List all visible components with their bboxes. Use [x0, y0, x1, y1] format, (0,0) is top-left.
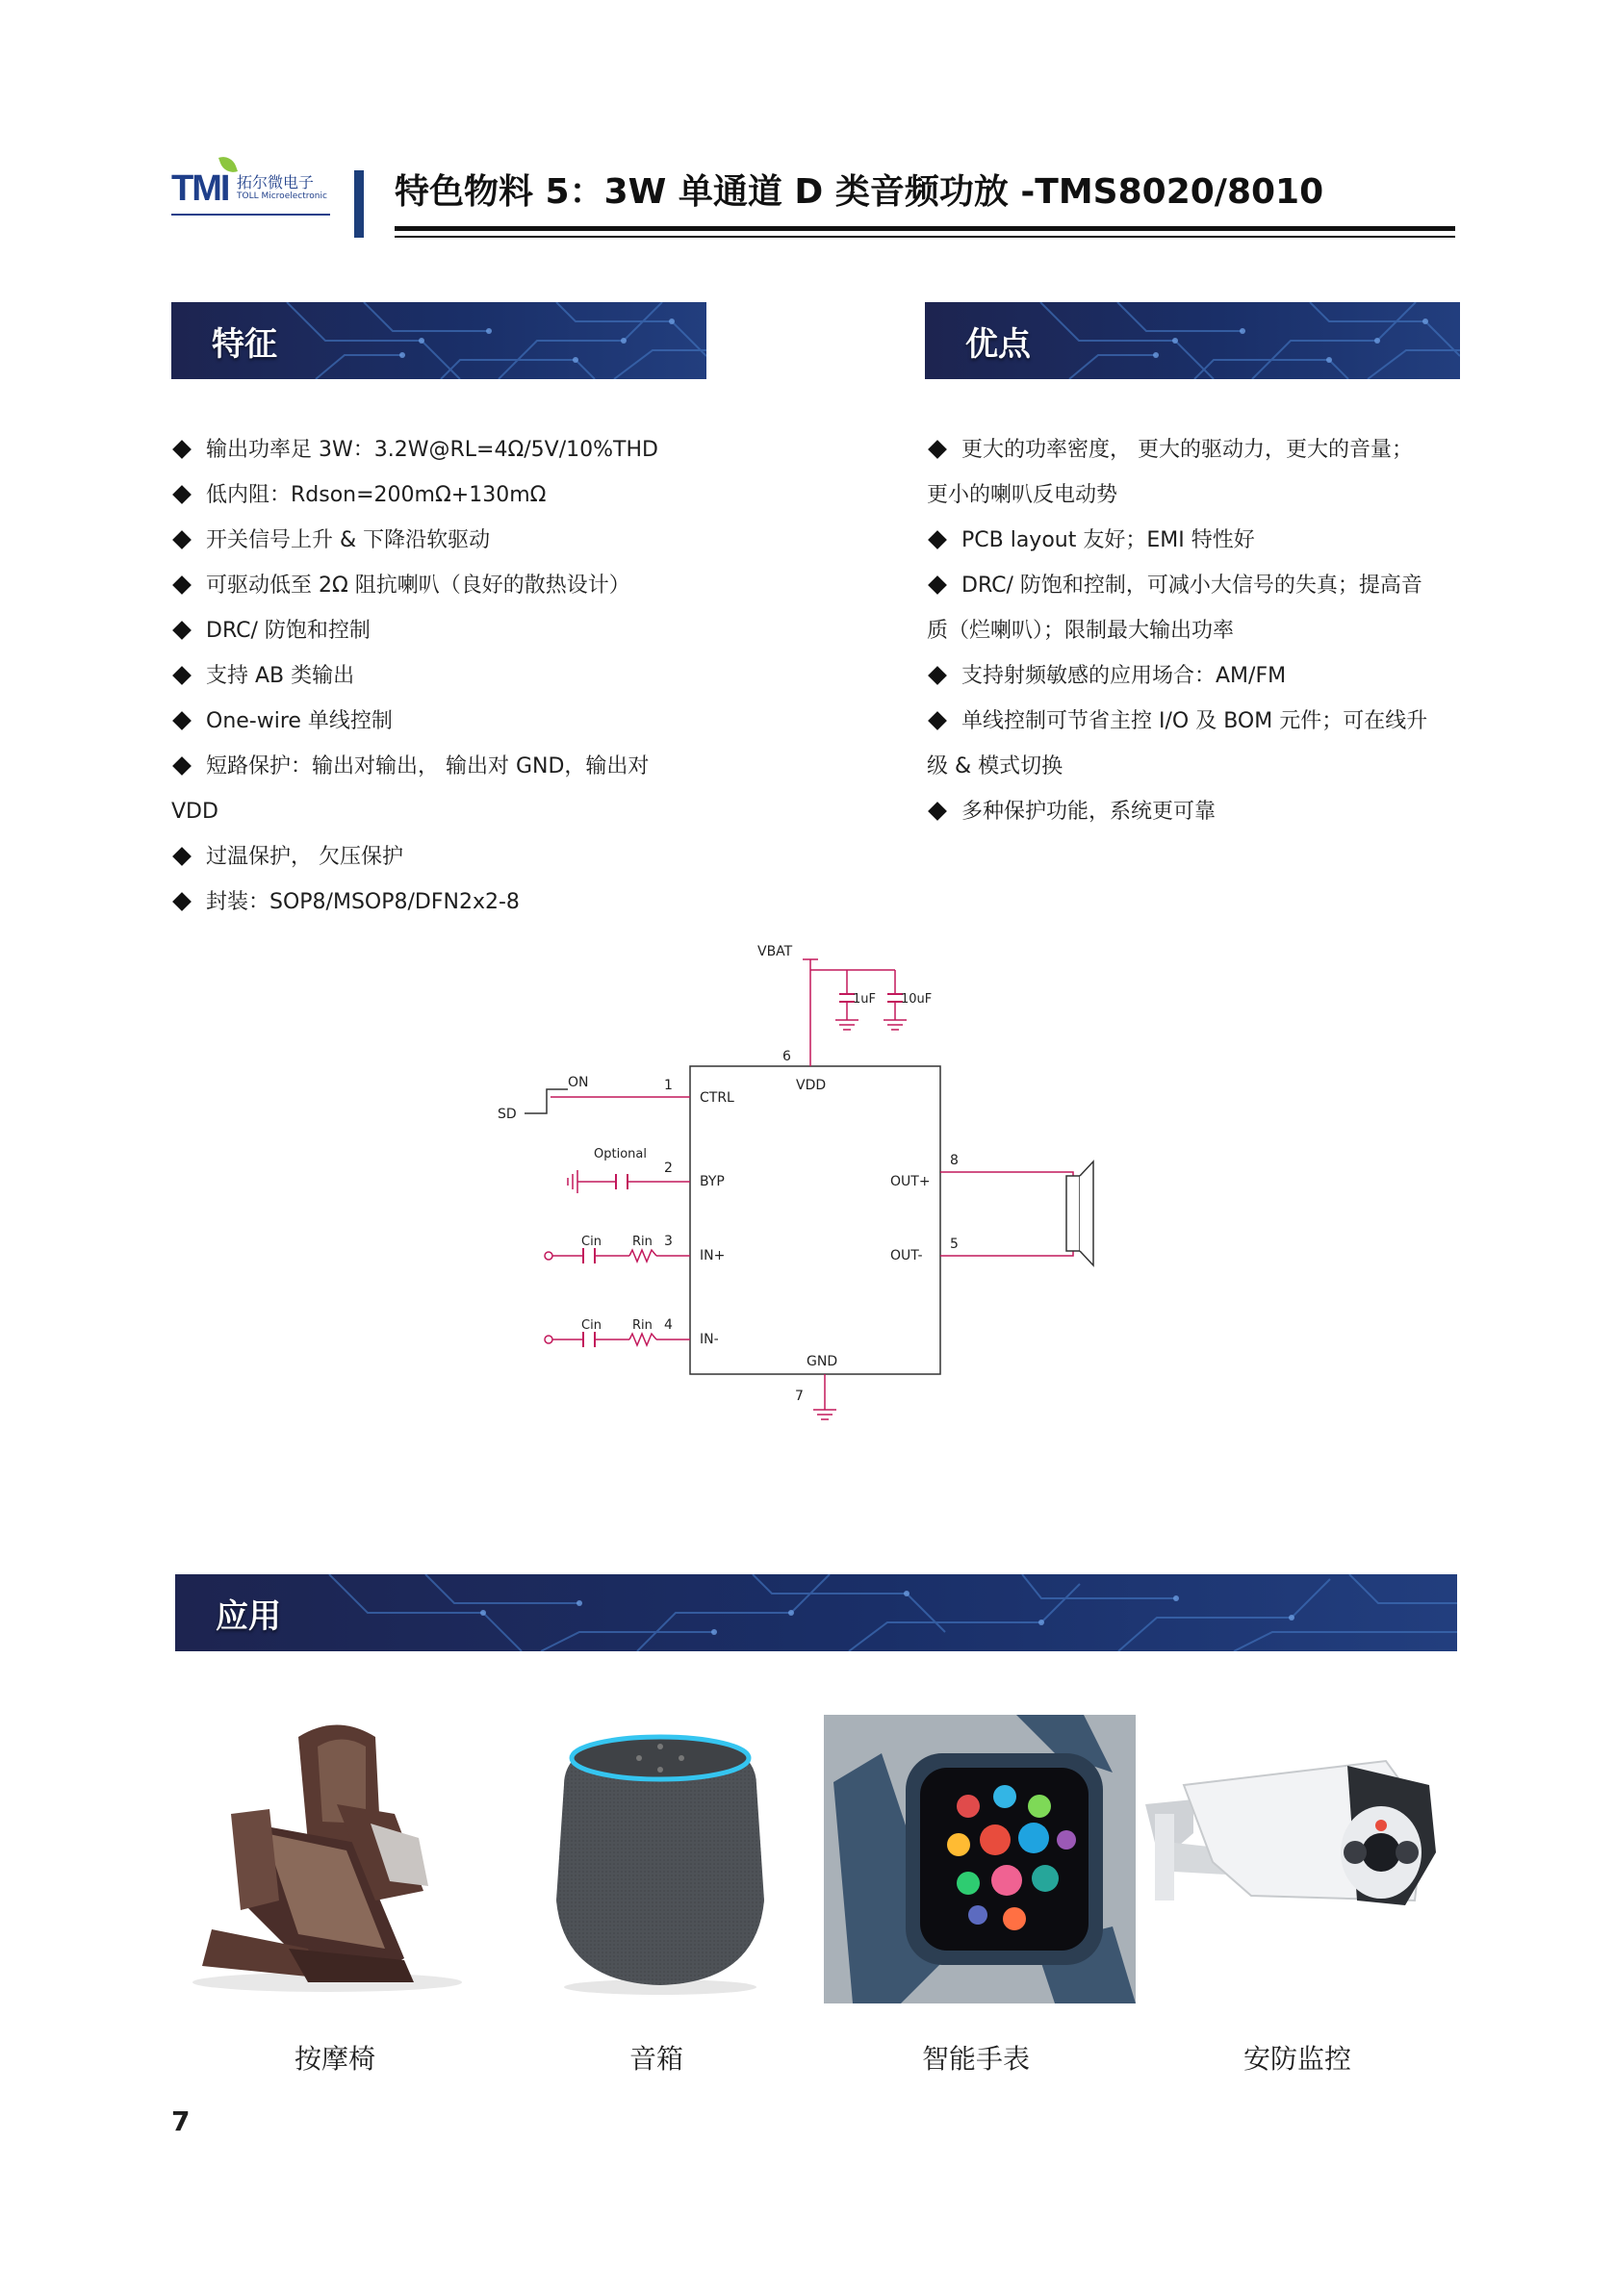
application-label: 按摩椅 — [294, 2043, 375, 2075]
list-item — [927, 518, 1466, 563]
feature-text: 低内阻：Rdson=200mΩ+130mΩ — [206, 483, 547, 507]
on-label: ON — [568, 1075, 589, 1090]
diamond-bullet-icon — [172, 575, 192, 595]
pin6-number: 6 — [782, 1049, 791, 1064]
advantage-text: 支持射频敏感的应用场合：AM/FM — [961, 664, 1287, 688]
feature-continuation: VDD — [171, 800, 218, 824]
feature-text: 短路保护：输出对输出， 输出对 GND，输出对 — [206, 754, 650, 778]
bypass-capacitor — [616, 1174, 628, 1189]
optional-label: Optional — [594, 1147, 647, 1161]
application-label: 智能手表 — [921, 2043, 1030, 2075]
advantages-banner — [925, 302, 1460, 379]
feature-text: 开关信号上升 & 下降沿软驱动 — [206, 528, 491, 552]
pin-ctrl-label: CTRL — [700, 1090, 734, 1106]
title-accent-bar — [354, 170, 364, 238]
features-heading: 特征 — [212, 325, 277, 364]
applications-banner — [175, 1574, 1457, 1651]
pin-outp-label: OUT+ — [890, 1174, 931, 1189]
feature-text: 过温保护， 欠压保护 — [206, 845, 403, 869]
chip-body — [690, 1066, 940, 1374]
applications-heading: 应用 — [216, 1597, 281, 1636]
list-item — [171, 834, 710, 880]
logo-english-name: TOLL Microelectronic — [237, 191, 327, 201]
advantage-text: PCB layout 友好；EMI 特性好 — [961, 528, 1255, 552]
pin2-number: 2 — [664, 1161, 673, 1176]
input-terminals — [545, 1252, 552, 1343]
features-banner — [171, 302, 706, 379]
logo-chinese-name: 拓尔微电子 — [237, 173, 315, 191]
supply-label: VBAT — [757, 944, 793, 959]
advantage-continuation: 更小的喇叭反电动势 — [927, 483, 1118, 507]
list-item — [171, 699, 710, 744]
diamond-bullet-icon — [928, 530, 947, 549]
speaker-icon — [1066, 1161, 1093, 1265]
pin-inp-label: IN+ — [700, 1248, 726, 1263]
circuit-pattern-icon — [175, 1574, 1457, 1651]
sd-switch — [525, 1089, 568, 1113]
list-item — [171, 880, 710, 925]
advantage-text: 多种保护功能，系统更可靠 — [961, 800, 1217, 824]
pin1-number: 1 — [664, 1078, 673, 1093]
circuit-wires — [551, 959, 1073, 1410]
list-item — [171, 653, 710, 699]
page-title: 特色物料 5：3W 单通道 D 类音频功放 -TMS8020/8010 — [395, 172, 1324, 212]
feature-text: 支持 AB 类输出 — [206, 664, 355, 688]
pin4-number: 4 — [664, 1317, 673, 1333]
pin-outn-label: OUT- — [890, 1248, 923, 1263]
ground-symbols — [568, 1020, 907, 1419]
pin5-number: 5 — [950, 1237, 959, 1252]
advantages-list — [927, 427, 1466, 834]
list-item — [927, 699, 1466, 744]
pin8-number: 8 — [950, 1153, 959, 1168]
cap2-label: 10uF — [901, 992, 933, 1007]
advantage-text: 单线控制可节省主控 I/O 及 BOM 元件；可在线升 — [961, 709, 1428, 733]
list-item — [171, 563, 710, 608]
list-item — [927, 653, 1466, 699]
list-item — [171, 427, 710, 472]
feature-text: 输出功率足 3W：3.2W@RL=4Ω/5V/10%THD — [206, 438, 658, 462]
diamond-bullet-icon — [928, 802, 947, 821]
pin-inn-label: IN- — [700, 1332, 719, 1347]
cap1-label: 1uF — [853, 992, 876, 1007]
cin-label: Cin — [581, 1318, 602, 1333]
pin-gnd-label: GND — [807, 1354, 838, 1369]
diamond-bullet-icon — [172, 847, 192, 866]
advantage-continuation: 级 & 模式切换 — [927, 754, 1063, 778]
pin7-number: 7 — [795, 1389, 804, 1404]
security-camera-icon — [1136, 1708, 1447, 1997]
list-item — [171, 744, 710, 789]
advantage-text: DRC/ 防饱和控制，可减小大信号的失真；提高音 — [961, 574, 1422, 598]
feature-text: 封装：SOP8/MSOP8/DFN2x2-8 — [206, 890, 520, 914]
rin-label: Rin — [632, 1318, 653, 1333]
advantage-continuation: 质（烂喇叭）；限制最大输出功率 — [927, 619, 1235, 643]
sd-label: SD — [498, 1107, 517, 1122]
list-item — [927, 427, 1466, 472]
massage-chair-icon — [173, 1708, 485, 1997]
company-logo — [171, 151, 330, 220]
smart-watch-icon — [824, 1715, 1136, 2003]
diamond-bullet-icon — [172, 485, 192, 504]
list-item — [927, 563, 1466, 608]
diamond-bullet-icon — [172, 756, 192, 776]
list-item — [171, 608, 710, 653]
diamond-bullet-icon — [172, 711, 192, 730]
advantage-text: 更大的功率密度， 更大的驱动力，更大的音量； — [961, 438, 1413, 462]
diamond-bullet-icon — [172, 666, 192, 685]
diamond-bullet-icon — [172, 892, 192, 911]
feature-text: 可驱动低至 2Ω 阻抗喇叭（良好的散热设计） — [206, 574, 630, 598]
list-item — [927, 789, 1466, 834]
page-number: 7 — [171, 2105, 191, 2137]
logo-underline — [171, 214, 330, 216]
application-label: 安防监控 — [1243, 2043, 1351, 2075]
diamond-bullet-icon — [172, 621, 192, 640]
pin-vdd-label: VDD — [796, 1078, 827, 1093]
diamond-bullet-icon — [172, 530, 192, 549]
advantages-heading: 优点 — [965, 325, 1031, 364]
pin3-number: 3 — [664, 1234, 673, 1249]
feature-text: One-wire 单线控制 — [206, 709, 393, 733]
features-list — [171, 427, 710, 925]
diamond-bullet-icon — [928, 711, 947, 730]
smart-speaker-icon — [504, 1708, 816, 1997]
title-rule-thin — [395, 236, 1455, 238]
pin-byp-label: BYP — [700, 1174, 725, 1189]
application-circuit — [0, 924, 1614, 1443]
diamond-bullet-icon — [928, 666, 947, 685]
feature-text: DRC/ 防饱和控制 — [206, 619, 371, 643]
diamond-bullet-icon — [928, 575, 947, 595]
title-rule-thick — [395, 226, 1455, 231]
rin-label: Rin — [632, 1235, 653, 1249]
cin-label: Cin — [581, 1235, 602, 1249]
application-label: 音箱 — [628, 2043, 683, 2075]
diamond-bullet-icon — [928, 440, 947, 459]
list-item — [171, 472, 710, 518]
list-item — [171, 518, 710, 563]
diamond-bullet-icon — [172, 440, 192, 459]
logo-mark: TMI — [171, 168, 229, 209]
